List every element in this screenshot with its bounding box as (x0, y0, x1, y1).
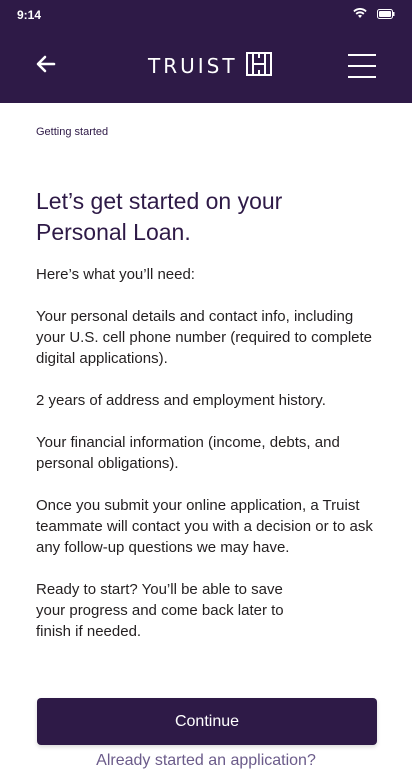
status-bar (0, 0, 412, 30)
main-content (36, 264, 386, 663)
status-icons (353, 8, 395, 22)
hamburger-menu-line (348, 76, 376, 78)
battery-icon (377, 6, 395, 24)
ready-line-1: Ready to start? You’ll be able to save (36, 581, 283, 598)
requirement-financial-info: Your financial information (income, debts, and personal obligations). (36, 434, 340, 472)
truist-logo-mark-icon (246, 52, 272, 81)
status-time: 9:14 (17, 8, 42, 22)
breadcrumb: Getting started (36, 126, 109, 138)
ready-text (36, 579, 386, 642)
ready-line-2: your progress and come back later to (36, 602, 284, 619)
back-button[interactable] (30, 50, 62, 82)
page-title (36, 186, 366, 248)
ready-line-3: finish if needed. (36, 623, 142, 640)
requirement-history: 2 years of address and employment history. (36, 392, 326, 409)
hamburger-menu-icon (348, 54, 376, 56)
requirement-personal-details: Your personal details and contact info, including your U.S. cell phone number (required to complete digital applications). (36, 308, 373, 367)
already-started-link[interactable]: Already started an application? (96, 752, 316, 769)
app-header (0, 0, 412, 103)
logo-wordmark: TRUIST (148, 54, 238, 78)
page-title-line-2: Personal Loan. (36, 219, 191, 245)
arrow-left-icon (36, 55, 56, 78)
intro-text: Here’s what you’ll need: (36, 266, 195, 283)
wifi-icon (353, 6, 367, 24)
nav-bar (0, 40, 412, 92)
continue-button[interactable]: Continue (37, 698, 377, 745)
hamburger-menu-line (348, 65, 376, 67)
submission-info: Once you submit your online application, a Truist teammate will contact you with a decision or to ask any follow-up questions we may have. (36, 497, 373, 556)
truist-logo (148, 52, 272, 80)
menu-button[interactable] (342, 50, 382, 82)
page-title-line-1: Let’s get started on your (36, 188, 283, 214)
